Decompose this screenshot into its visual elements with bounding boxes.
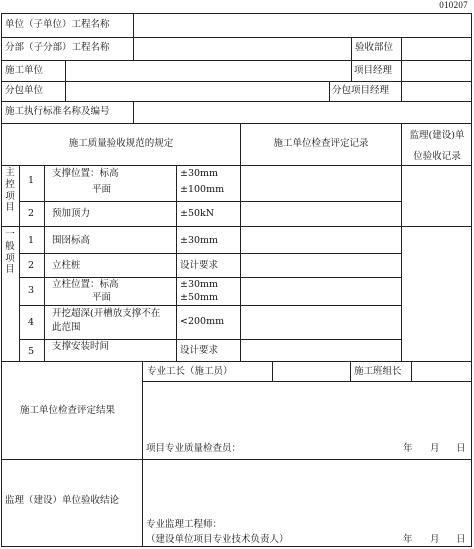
row-divider (2, 101, 472, 102)
item-name: 支撑安装时间 (52, 341, 110, 352)
item-name-line2: 平面 (92, 184, 112, 195)
row-divider (19, 305, 401, 306)
supervising-engineer-label: 专业监理工程师： (146, 519, 223, 530)
item-allowance: ±30mm (180, 168, 219, 179)
division-name-label: 分部（子分部）工程名称 (5, 42, 110, 53)
check-record-column-header: 施工单位检查评定记录 (273, 138, 369, 150)
item-number: 2 (28, 208, 35, 219)
unit-project-name-label: 单位（子单位）工程名称 (5, 19, 110, 30)
owner-technical-lead-label: （建设单位项目专业技术负责人） (146, 534, 289, 545)
col-divider (133, 14, 134, 37)
item-allowance: 设计要求 (180, 345, 219, 356)
row-divider (2, 361, 472, 362)
foreman-label: 专业工长（施工员） (147, 366, 233, 377)
col-divider (401, 37, 402, 60)
item-name-line2: 此范围 (52, 322, 81, 333)
evaluation-date-year: 年 (403, 443, 413, 454)
item-number: 2 (28, 260, 35, 271)
acceptance-conclusion-label: 监理（建设）单位验收结论 (5, 495, 120, 506)
col-divider (401, 60, 402, 81)
col-divider (142, 361, 143, 459)
conclusion-date-day: 日 (456, 534, 466, 545)
spec-column-header: 施工质量验收规范的规定 (68, 138, 174, 150)
col-divider (351, 60, 352, 81)
item-name: 立柱位置：标高 (52, 279, 119, 290)
col-divider (176, 165, 177, 361)
col-divider (19, 165, 20, 361)
item-number: 1 (28, 235, 35, 246)
item-number: 4 (28, 317, 35, 328)
subcontractor-label: 分包单位 (5, 85, 44, 96)
col-divider (44, 165, 45, 361)
item-allowance: ±50kN (180, 208, 215, 219)
col-divider (65, 81, 66, 101)
item-allowance-line2: ±100mm (180, 184, 225, 195)
evaluation-date-day: 日 (456, 443, 466, 454)
item-name: 支撑位置：标高 (52, 168, 119, 179)
row-divider (19, 339, 401, 340)
item-allowance: <200mm (180, 316, 225, 327)
col-divider (351, 37, 352, 60)
col-divider (411, 361, 412, 381)
col-divider (401, 81, 402, 101)
main-control-items-label: 主 控 项 目 (5, 167, 15, 214)
project-manager-label: 项目经理 (354, 65, 393, 76)
supervision-column-header-line1: 监理(建设)单 (409, 130, 465, 141)
col-divider (65, 60, 66, 81)
row-divider (142, 381, 472, 382)
item-number: 1 (28, 175, 35, 186)
item-name-line2: 平面 (92, 292, 112, 303)
acceptance-part-label: 验收部位 (355, 42, 394, 53)
conclusion-date-year: 年 (403, 534, 413, 545)
col-divider (133, 37, 134, 60)
subcontract-manager-label: 分包项目经理 (332, 85, 390, 96)
col-divider (329, 81, 330, 101)
col-divider (272, 361, 273, 381)
construction-unit-label: 施工单位 (5, 65, 44, 76)
item-number: 5 (28, 346, 35, 357)
row-divider (19, 277, 401, 278)
quality-inspector-label: 项目专业质量检查员： (146, 443, 242, 454)
col-divider (350, 361, 351, 381)
row-divider (19, 201, 401, 202)
row-divider (2, 459, 472, 460)
item-allowance-line2: ±50mm (180, 292, 219, 303)
col-divider (133, 101, 134, 123)
execution-standard-label: 施工执行标准名称及编号 (5, 106, 110, 117)
evaluation-date-month: 月 (430, 443, 440, 454)
item-name: 预加顶力 (52, 208, 91, 219)
item-allowance: ±30mm (180, 235, 219, 246)
item-name: 围囹标高 (52, 235, 91, 246)
col-divider (142, 459, 143, 547)
item-allowance: 设计要求 (180, 260, 219, 271)
row-divider (19, 253, 401, 254)
conclusion-date-month: 月 (430, 534, 440, 545)
item-allowance: ±30mm (180, 279, 219, 290)
team-leader-label: 施工班组长 (354, 366, 402, 377)
form-code: 010207 (439, 0, 468, 10)
item-name: 立柱桩 (52, 260, 81, 271)
item-name: 开挖超深(开槽放支撑不在 (52, 308, 161, 319)
evaluation-result-label: 施工单位检查评定结果 (20, 405, 116, 416)
supervision-column-header-line2: 位验收记录 (413, 151, 461, 162)
item-number: 3 (28, 285, 35, 296)
general-items-label: 一 般 项 目 (5, 229, 15, 276)
